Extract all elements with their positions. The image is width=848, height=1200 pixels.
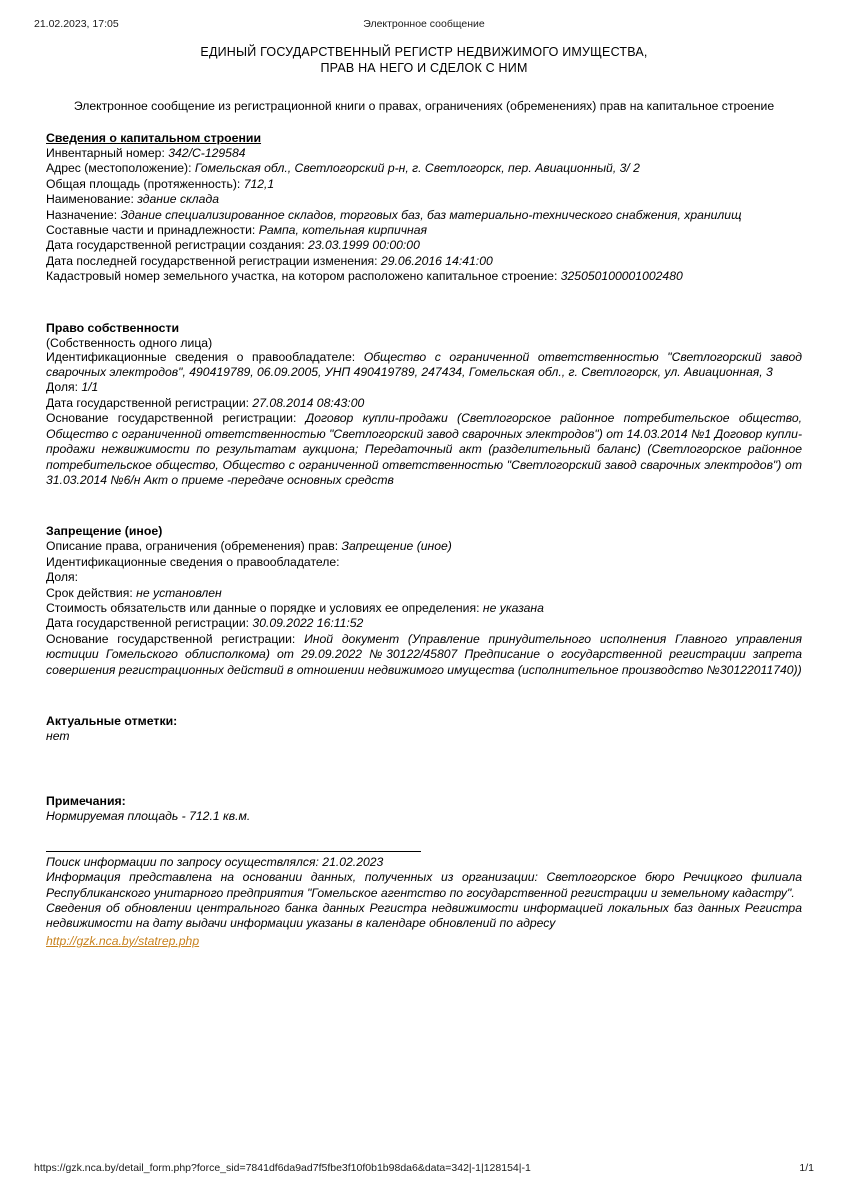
field-label: Общая площадь (протяженность): <box>46 176 241 191</box>
section-notes-heading: Примечания: <box>46 794 126 809</box>
field-label: Дата последней государственной регистрации изменения: <box>46 253 378 268</box>
statrep-link[interactable]: http://gzk.nca.by/statrep.php <box>46 933 200 948</box>
print-header-title: Электронное сообщение <box>363 18 485 30</box>
footer-notes <box>46 855 802 950</box>
field-label: Дата государственной регистрации создания: <box>46 238 305 253</box>
section-marks-heading: Актуальные отметки: <box>46 713 178 728</box>
field-row <box>46 223 802 238</box>
field-row <box>46 411 802 488</box>
field-label: Основание государственной регистрации: <box>46 411 297 426</box>
section-building <box>46 131 802 285</box>
footer-note-line: Сведения об обновлении центрального банка данных Регистра недвижимости информацией локальных баз данных Регистра недвижимости на дату выдачи информации указаны в календаре обновлений по адресу <box>46 901 802 931</box>
field-row <box>46 380 802 395</box>
section-notes-value: Нормируемая площадь - 712.1 кв.м. <box>46 809 251 824</box>
field-row <box>46 570 802 585</box>
field-value: 27.08.2014 08:43:00 <box>252 395 365 410</box>
field-value: 342/С-129584 <box>168 146 246 160</box>
field-label: Кадастровый номер земельного участка, на котором расположено капитальное строение: <box>46 269 558 284</box>
field-value: Иной документ (Управление принудительного исполнения Главного управления юстиции Гомельского облисполкома) от 29.09.2022 №30122/45807 Предписание о государственной регистрации запрета совершения регистрационных действий в отношении недвижимого имущества (исполнительное производство №30122011740)) <box>46 631 802 677</box>
field-row <box>46 601 802 616</box>
field-value: здание склада <box>137 192 219 207</box>
print-header <box>0 18 848 32</box>
field-label: Инвентарный номер: <box>46 146 165 160</box>
section-ownership-subnote: (Собственность одного лица) <box>46 335 213 350</box>
field-label: Адрес (местоположение): <box>46 161 192 176</box>
field-label: Идентификационные сведения о правообладателе: <box>46 554 340 569</box>
field-value: 712,1 <box>243 176 275 191</box>
spacer <box>46 678 802 697</box>
section-building-heading: Сведения о капитальном строении <box>46 131 262 145</box>
field-label: Описание права, ограничения (обременения) прав: <box>46 539 339 554</box>
section-ownership <box>46 321 802 489</box>
spacer <box>46 488 802 507</box>
field-row <box>46 539 802 554</box>
document-subtitle <box>46 98 802 114</box>
field-value: Здание специализированное складов, торговых баз, баз материально-технического снабжения, хранилищ <box>120 207 742 222</box>
section-ownership-heading: Право собственности <box>46 320 180 335</box>
field-label: Доля: <box>46 570 78 585</box>
footer-note-line: Поиск информации по запросу осуществлялся: 21.02.2023 <box>46 854 384 869</box>
footer-note-line: Информация представлена на основании данных, полученных из организации: Светлогорское бюро Речицкого филиала Республиканского унитарного предприятия "Гомельское агентство по государственной регистрации и земельному кадастру". <box>46 870 802 900</box>
document-title-line-1: ЕДИНЫЙ ГОСУДАРСТВЕННЫЙ РЕГИСТР НЕДВИЖИМОГО ИМУЩЕСТВА, <box>200 45 648 59</box>
document-title <box>46 44 802 76</box>
section-notes <box>46 794 802 824</box>
divider <box>46 851 421 852</box>
field-label: Назначение: <box>46 207 118 222</box>
field-row <box>46 254 802 269</box>
field-value: 23.03.1999 00:00:00 <box>308 238 420 253</box>
field-value: Договор купли-продажи (Светлогорское районное потребительское общество, Общество с ограниченной ответственностью "Светлогорский завод сварочных электродов") от 14.03.2014 №1 Договор купли-продажи нежвижимости по результатам аукциона; Передаточный акт (разделительный баланс) (Светлогорское районное потребительское общество, Общество с ограниченной ответственностью "Светлогорский завод сварочных электродов") от 31.03.2014 №6/н Акт о приеме -передаче основных средств <box>46 411 802 487</box>
field-row <box>46 555 802 570</box>
field-row <box>46 208 802 223</box>
field-value: не установлен <box>136 585 222 600</box>
field-label: Доля: <box>46 380 78 395</box>
field-value: Рампа, котельная кирпичная <box>258 223 428 238</box>
field-label: Идентификационные сведения о правообладателе: <box>46 349 356 364</box>
field-label: Основание государственной регистрации: <box>46 631 296 646</box>
section-prohibition-heading: Запрещение (иное) <box>46 524 163 539</box>
field-row <box>46 192 802 207</box>
spacer <box>46 285 802 304</box>
field-value: Общество с ограниченной ответственностью "Светлогорский завод сварочных электродов", 490419789, 06.09.2005, УНП 490419789, 247434, Гомельская обл., г. Светлогорск, ул. Авиационная, 3 <box>46 349 802 380</box>
field-label: Наименование: <box>46 192 134 207</box>
section-marks <box>46 714 802 744</box>
field-label: Составные части и принадлежности: <box>46 223 256 238</box>
field-row <box>46 396 802 411</box>
field-value: 325050100001002480 <box>560 269 683 284</box>
print-footer-page: 1/1 <box>799 1162 814 1174</box>
spacer <box>46 844 802 851</box>
document-subtitle-line-2: ограничениях (обременениях) прав на капитальное строение <box>424 99 775 113</box>
print-header-datetime: 21.02.2023, 17:05 <box>34 18 119 30</box>
spacer <box>46 744 802 763</box>
field-row <box>46 146 802 161</box>
document-body <box>46 42 802 950</box>
field-value: 29.06.2016 14:41:00 <box>380 253 493 268</box>
field-row <box>46 238 802 253</box>
field-label: Стоимость обязательств или данные о порядке и условиях ее определения: <box>46 600 480 615</box>
field-row <box>46 269 802 284</box>
spacer <box>46 763 802 777</box>
field-row <box>46 586 802 601</box>
field-row <box>46 177 802 192</box>
field-label: Срок действия: <box>46 585 133 600</box>
field-value: Гомельская обл., Светлогорский р-н, г. Светлогорск, пер. Авиационный, 3/ 2 <box>194 161 640 176</box>
field-value: не указана <box>482 600 544 615</box>
section-prohibition <box>46 524 802 678</box>
print-footer <box>0 1162 848 1176</box>
field-label: Дата государственной регистрации: <box>46 616 250 631</box>
document-subtitle-line-1: Электронное сообщение из регистрационной книги о правах, <box>73 99 422 113</box>
field-label: Дата государственной регистрации: <box>46 395 250 410</box>
field-value: 30.09.2022 16:11:52 <box>252 616 364 631</box>
document-title-line-2: ПРАВ НА НЕГО И СДЕЛОК С НИМ <box>320 61 528 75</box>
field-row <box>46 161 802 176</box>
field-row <box>46 632 802 678</box>
print-footer-url: https://gzk.nca.by/detail_form.php?force_sid=7841df6da9ad7f5fbe3f10f0b1b98da6&data=342|-1|128154|-1 <box>34 1162 531 1174</box>
spacer <box>46 825 802 844</box>
field-value: 1/1 <box>81 380 99 395</box>
field-row <box>46 350 802 381</box>
section-marks-value: нет <box>46 728 70 743</box>
field-row <box>46 616 802 631</box>
field-value: Запрещение (иное) <box>341 539 452 554</box>
